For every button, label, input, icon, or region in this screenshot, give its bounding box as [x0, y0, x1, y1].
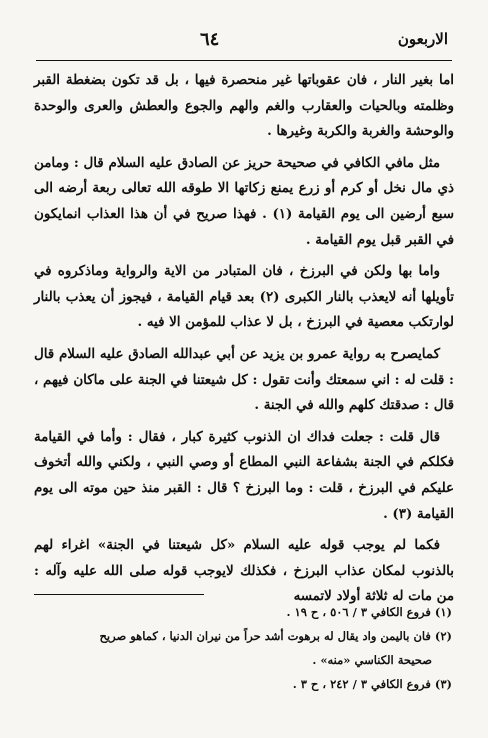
paragraph: قال قلت : جعلت فداك ان الذنوب كثيرة كبار ، فقال : وأما في القيامة فكلكم في الجنة بشفاعة النبي المطاع أو وصي النبي ، ولكني والله أتخوف عليكم في البرزخ ، قلت : وما البرزخ ؟ قال : القبر منذ حين موته الى يوم القيامة (٣) . [34, 428, 454, 522]
footnote-rule [34, 594, 204, 595]
paragraph: مثل مافي الكافي في صحيحة حريز عن الصادق عليه السلام قال : ومامن ذي مال نخل أو كرم أو زرع يمنع زكاتها الا طوقه الله تعالى ربعة أرضه الى سبع أرضين الى يوم القيامة (١) . فهذا صريح في أن هذا العذاب انمايكون في القبر قبل يوم القيامة . [34, 154, 454, 248]
paragraph: واما بها ولكن في البرزخ ، فان المتبادر من الاية والرواية وماذكروه في تأويلها أنه لايعذب بالنار الكبرى (٢) بعد قيام القيامة ، فيجوز أن يعذب بالنار لوارتكب معصية في البرزخ ، بل لا عذاب للمؤمن الا فيه . [34, 263, 454, 331]
running-title: الاربعون [397, 30, 448, 48]
header-rule [36, 60, 452, 61]
footnote-continuation: صحيحة الكناسي «منه» . [312, 653, 432, 667]
footnote: (٣) فروع الكافي ٣ / ٢٤٢ ، ح ٣ . [292, 677, 452, 691]
paragraph: اما بغير النار ، فان عقوباتها غير منحصرة فيها ، بل قد تكون بضغطة القبر وظلمته وبالحيات والعقارب والغم والهم والجوع والعطش والعرى والوحدة والوحشة والغربة والكربة وغيرها . [34, 72, 454, 140]
page-number: ٦٤ [200, 28, 220, 50]
footnote: (٢) فان باليمن واد يقال له برهوت أشد حراً من نيران الدنيا ، كماهو صريح [99, 629, 452, 643]
footnotes [36, 600, 452, 696]
paragraph: فكما لم يوجب قوله عليه السلام «كل شيعتنا في الجنة» اغراء لهم بالذنوب لمكان عذاب البرزخ ، فكذلك لايوجب قوله صلى الله عليه وآله : من مات له ثلاثة أولاد لاتمسه [34, 537, 454, 605]
paragraph: كمايصرح به رواية عمرو بن يزيد عن أبي عبدالله الصادق عليه السلام قال : قلت له : اني سمعتك وأنت تقول : كل شيعتنا في الجنة على ماكان فيهم ، قال : صدقتك كلهم والله في الجنة . [34, 345, 454, 414]
main-text [34, 68, 454, 616]
footnote: (١) فروع الكافي ٣ / ٥٠٦ ، ح ١٩ . [286, 605, 452, 619]
page-header [40, 26, 448, 52]
